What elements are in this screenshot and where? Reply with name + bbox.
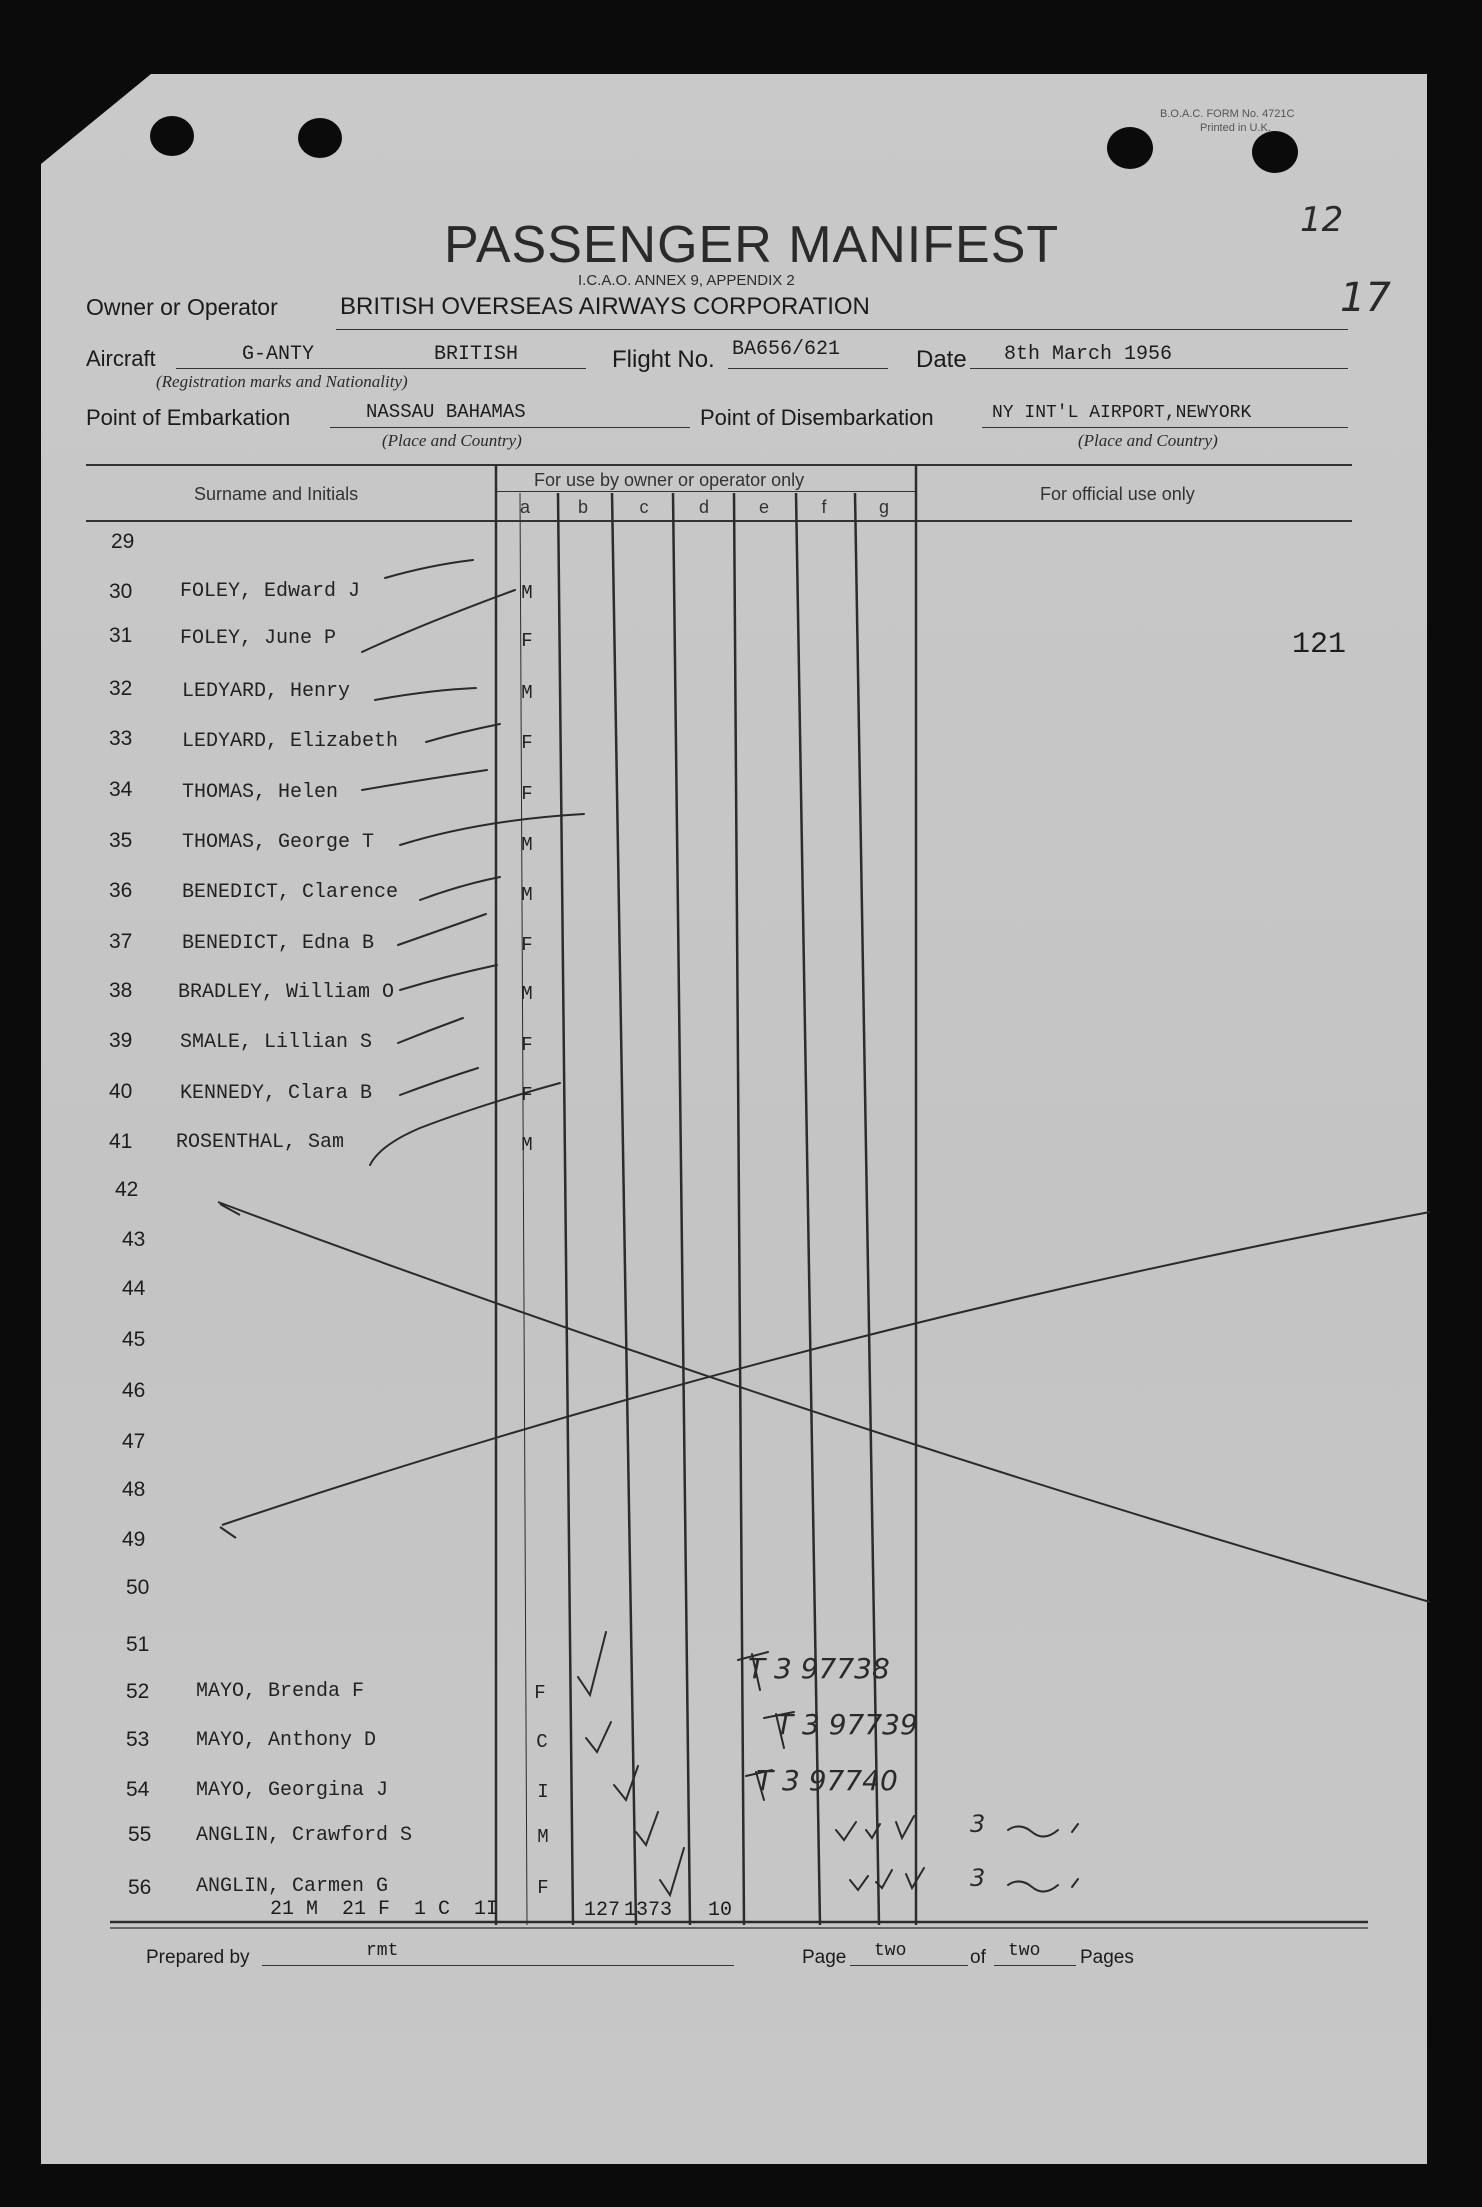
row-number: 48 xyxy=(122,1478,146,1501)
row-number: 54 xyxy=(126,1778,150,1801)
row-number: 45 xyxy=(122,1328,146,1351)
row-number: 47 xyxy=(122,1430,146,1453)
page-subtitle: I.C.A.O. ANNEX 9, APPENDIX 2 xyxy=(578,272,795,289)
passenger-name: KENNEDY, Clara B xyxy=(180,1082,373,1105)
row-number: 55 xyxy=(128,1823,152,1846)
row-number: 50 xyxy=(126,1576,150,1599)
col-surname-header: Surname and Initials xyxy=(194,484,359,504)
totals-line: 21 M 21 F 1 C 1I xyxy=(270,1898,499,1921)
page-tally-top: 12 xyxy=(1300,200,1344,240)
row-number: 39 xyxy=(109,1029,133,1052)
ticket-number: 3 xyxy=(970,1864,986,1892)
passenger-sex: F xyxy=(521,630,533,652)
passenger-sex: F xyxy=(521,783,533,805)
row-number: 41 xyxy=(109,1130,133,1153)
totals-b: 127 xyxy=(584,1899,621,1922)
col-g-header: g xyxy=(878,497,889,517)
pages-label: Pages xyxy=(1080,1947,1134,1968)
passenger-sex: M xyxy=(521,884,533,906)
flight-label: Flight No. xyxy=(612,346,715,373)
passenger-sex: C xyxy=(536,1731,548,1753)
col-a-header: a xyxy=(519,497,530,517)
row-number: 49 xyxy=(122,1528,146,1551)
form-printed: Printed in U.K. xyxy=(1200,122,1271,134)
passenger-name: FOLEY, June P xyxy=(180,627,337,650)
ticket-number: T 3 97738 xyxy=(748,1652,890,1685)
page-title: PASSENGER MANIFEST xyxy=(444,216,1060,274)
page-label: Page xyxy=(802,1947,847,1968)
embark-value: NASSAU BAHAMAS xyxy=(366,401,526,423)
col-d-header: d xyxy=(698,497,709,517)
row-number: 33 xyxy=(109,727,133,750)
row-number: 37 xyxy=(109,930,133,953)
ticket-number: T 3 97739 xyxy=(776,1708,918,1741)
passenger-sex: M xyxy=(521,1134,533,1156)
row-number: 56 xyxy=(128,1876,152,1899)
passenger-name: THOMAS, George T xyxy=(182,831,375,854)
row-number: 34 xyxy=(109,778,133,801)
totals-d: 10 xyxy=(708,1899,733,1922)
prepared-underline xyxy=(262,1965,734,1966)
passenger-sex: F xyxy=(521,1084,533,1106)
embark-label: Point of Embarkation xyxy=(86,405,291,430)
passenger-name: LEDYARD, Henry xyxy=(182,680,351,703)
passenger-name: ROSENTHAL, Sam xyxy=(176,1131,345,1154)
row-number: 35 xyxy=(109,829,133,852)
prepared-label: Prepared by xyxy=(146,1947,250,1968)
date-value: 8th March 1956 xyxy=(1004,343,1173,366)
official-number: 121 xyxy=(1292,628,1347,662)
row-number: 29 xyxy=(111,530,135,553)
row-number: 42 xyxy=(115,1178,139,1201)
row-number: 38 xyxy=(109,979,133,1002)
passenger-sex: M xyxy=(521,983,533,1005)
row-number: 36 xyxy=(109,879,133,902)
disembark-note: (Place and Country) xyxy=(1078,431,1218,450)
totals-c: 1373 xyxy=(624,1899,673,1922)
of-value: two xyxy=(1008,1941,1041,1961)
aircraft-note: (Registration marks and Nationality) xyxy=(156,372,408,391)
passenger-sex: F xyxy=(521,732,533,754)
col-official-header: For official use only xyxy=(1040,484,1195,504)
page-tally-bottom: 17 xyxy=(1340,275,1391,321)
col-owner-use-header: For use by owner or operator only xyxy=(534,470,805,490)
passenger-name: MAYO, Georgina J xyxy=(196,1779,389,1802)
flight-value: BA656/621 xyxy=(732,338,841,361)
col-c-header: c xyxy=(639,497,649,517)
disembark-value: NY INT'L AIRPORT,NEWYORK xyxy=(992,403,1252,423)
of-label: of xyxy=(970,1947,986,1968)
row-number: 30 xyxy=(109,580,133,603)
aircraft-value: G-ANTY xyxy=(242,343,315,366)
row-number: 43 xyxy=(122,1228,146,1251)
passenger-name: MAYO, Brenda F xyxy=(196,1680,365,1703)
passenger-sex: M xyxy=(521,834,533,856)
of-underline xyxy=(994,1965,1076,1966)
passenger-name: ANGLIN, Crawford S xyxy=(196,1824,413,1847)
row-number: 51 xyxy=(126,1633,150,1656)
col-b-header: b xyxy=(577,497,588,517)
passenger-name: SMALE, Lillian S xyxy=(180,1031,373,1054)
passenger-sex: F xyxy=(534,1682,546,1704)
date-label: Date xyxy=(916,346,967,373)
row-number: 31 xyxy=(109,624,133,647)
owner-label: Owner or Operator xyxy=(86,294,278,320)
page-underline xyxy=(850,1965,968,1966)
row-number: 32 xyxy=(109,677,133,700)
passenger-name: MAYO, Anthony D xyxy=(196,1729,377,1752)
passenger-sex: F xyxy=(521,1034,533,1056)
passenger-name: BRADLEY, William O xyxy=(178,981,395,1004)
col-f-header: f xyxy=(821,497,827,517)
aircraft-label: Aircraft xyxy=(86,346,156,371)
passenger-name: ANGLIN, Carmen G xyxy=(196,1875,389,1898)
ticket-number: 3 xyxy=(970,1810,986,1838)
passenger-sex: M xyxy=(521,582,533,604)
passenger-name: BENEDICT, Edna B xyxy=(182,932,375,955)
nationality-value: BRITISH xyxy=(434,343,519,366)
owner-value: BRITISH OVERSEAS AIRWAYS CORPORATION xyxy=(340,293,870,320)
passenger-name: LEDYARD, Elizabeth xyxy=(182,730,399,753)
passenger-name: BENEDICT, Clarence xyxy=(182,881,399,904)
passenger-name: THOMAS, Helen xyxy=(182,781,339,804)
embark-note: (Place and Country) xyxy=(382,431,522,450)
row-number: 52 xyxy=(126,1680,150,1703)
row-number: 46 xyxy=(122,1379,146,1402)
passenger-sex: F xyxy=(521,934,533,956)
page-value: two xyxy=(874,1941,907,1961)
row-number: 44 xyxy=(122,1277,146,1300)
form-code: B.O.A.C. FORM No. 4721C xyxy=(1160,108,1295,120)
passenger-name: FOLEY, Edward J xyxy=(180,580,361,603)
col-e-header: e xyxy=(758,497,769,517)
row-number: 40 xyxy=(109,1080,133,1103)
ticket-number: T 3 97740 xyxy=(756,1764,898,1797)
disembark-label: Point of Disembarkation xyxy=(700,405,934,430)
passenger-sex: M xyxy=(521,682,533,704)
passenger-sex: F xyxy=(537,1877,549,1899)
prepared-value: rmt xyxy=(366,1941,399,1961)
row-number: 53 xyxy=(126,1728,150,1751)
passenger-sex: M xyxy=(537,1826,549,1848)
passenger-sex: I xyxy=(537,1781,549,1803)
